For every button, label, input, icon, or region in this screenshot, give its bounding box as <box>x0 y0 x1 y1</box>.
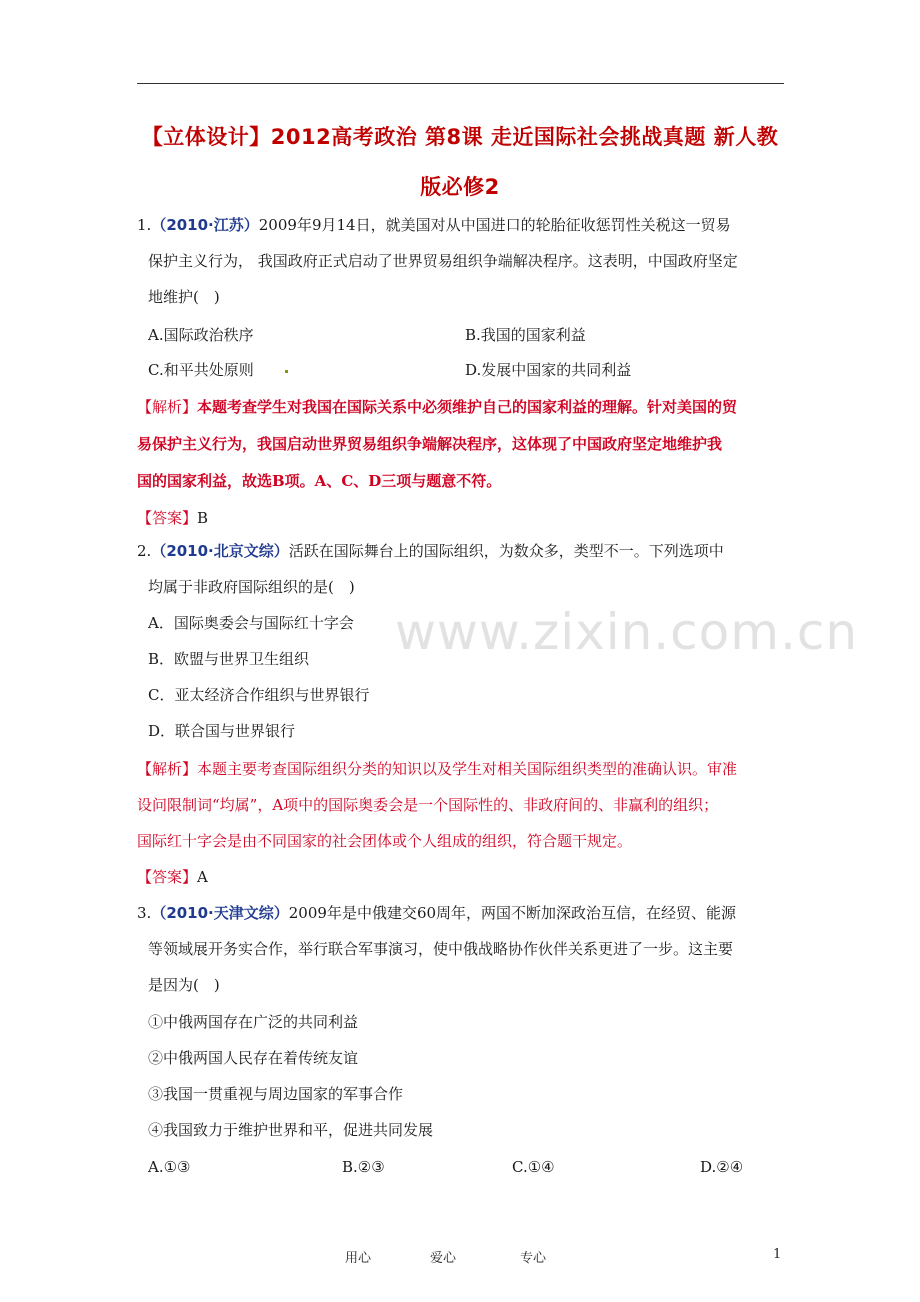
q3-option-d: D.②④ <box>700 1158 744 1176</box>
q3-option-c: C.①④ <box>512 1158 555 1176</box>
q1-number: 1. <box>137 216 152 234</box>
q1-option-b: B.我国的国家利益 <box>465 326 586 344</box>
document-title-line2: 版必修2 <box>420 175 500 199</box>
q3-statement-1: ①中俄两国存在广泛的共同利益 <box>148 1013 359 1031</box>
stray-mark <box>285 370 288 373</box>
q1-source: （2010·江苏） <box>151 216 259 234</box>
q3-option-b: B.②③ <box>342 1158 385 1176</box>
q1-analysis-tag: 【解析】 <box>137 398 198 416</box>
q1-stem-line1 <box>137 215 731 235</box>
q2-source: （2010·北京文综） <box>151 542 289 560</box>
q1-option-c: C.和平共处原则 <box>148 361 254 379</box>
footer-text-2: 爱心 <box>430 1251 457 1266</box>
q1-answer-tag: 【答案】 <box>137 509 198 527</box>
q2-stem-line1 <box>137 541 724 561</box>
q3-stem-line3: 是因为( ) <box>148 976 220 994</box>
q2-text1: 活跃在国际舞台上的国际组织，为数众多，类型不一。下列选项中 <box>288 542 724 560</box>
q3-option-a: A.①③ <box>148 1158 191 1176</box>
q2-answer-tag: 【答案】 <box>137 868 198 886</box>
document-title-line1: 【立体设计】2012高考政治 第8课 走近国际社会挑战真题 新人教 <box>141 125 779 149</box>
q1-stem-line2: 保护主义行为， 我国政府正式启动了世界贸易组织争端解决程序。这表明，中国政府坚定 <box>148 252 738 270</box>
q2-option-b: B．欧盟与世界卫生组织 <box>148 650 310 668</box>
q1-analysis-line1 <box>137 397 737 417</box>
q2-answer-value: A <box>197 868 208 886</box>
q3-source: （2010·天津文综） <box>151 904 289 922</box>
q2-analysis-line3: 国际红十字会是由不同国家的社会团体或个人组成的组织，符合题干规定。 <box>137 832 633 850</box>
q2-analysis-line1 <box>137 759 737 779</box>
q2-analysis-tag: 【解析】 <box>137 760 198 778</box>
q2-option-c: C．亚太经济合作组织与世界银行 <box>148 686 370 704</box>
header-rule <box>137 83 784 84</box>
q3-stem-line2: 等领域展开务实合作，举行联合军事演习，使中俄战略协作伙伴关系更进了一步。这主要 <box>148 940 734 958</box>
q1-option-d: D.发展中国家的共同利益 <box>465 361 632 379</box>
q1-text1: 2009年9月14日，就美国对从中国进口的轮胎征收惩罚性关税这一贸易 <box>258 216 731 234</box>
q2-option-d: D．联合国与世界银行 <box>148 722 296 740</box>
q1-option-a: A.国际政治秩序 <box>148 326 254 344</box>
footer-text-1: 用心 <box>345 1251 372 1266</box>
q3-statement-3: ③我国一贯重视与周边国家的军事合作 <box>148 1085 404 1103</box>
q1-answer <box>137 508 208 528</box>
q3-statement-2: ②中俄两国人民存在着传统友谊 <box>148 1049 359 1067</box>
q3-number: 3. <box>137 904 152 922</box>
q2-option-a: A．国际奥委会与国际红十字会 <box>148 614 354 632</box>
q1-stem-line3: 地维护( ) <box>148 288 220 306</box>
page-number: 1 <box>773 1247 782 1262</box>
q1-analysis-text1: 本题考查学生对我国在国际关系中必须维护自己的国家利益的理解。针对美国的贸 <box>197 398 738 416</box>
q1-answer-value: B <box>197 509 209 527</box>
q2-analysis-line2: 设问限制词“均属”，A项中的国际奥委会是一个国际性的、非政府间的、非赢利的组织； <box>137 796 719 814</box>
q1-analysis-line3: 国的国家利益，故选B项。A、C、D三项与题意不符。 <box>137 472 502 490</box>
q2-number: 2. <box>137 542 152 560</box>
q3-stem-line1 <box>137 903 736 923</box>
q2-analysis-text1: 本题主要考查国际组织分类的知识以及学生对相关国际组织类型的准确认识。审准 <box>197 760 738 778</box>
footer-text-3: 专心 <box>520 1251 547 1266</box>
q2-stem-line2: 均属于非政府国际组织的是( ) <box>148 578 355 596</box>
q1-analysis-line2: 易保护主义行为，我国启动世界贸易组织争端解决程序，这体现了中国政府坚定地维护我 <box>137 435 723 453</box>
q2-answer <box>137 867 208 887</box>
q3-text1: 2009年是中俄建交60周年，两国不断加深政治互信，在经贸、能源 <box>288 904 737 922</box>
q3-statement-4: ④我国致力于维护世界和平，促进共同发展 <box>148 1121 434 1139</box>
watermark: www.zixin.com.cn <box>395 603 859 661</box>
